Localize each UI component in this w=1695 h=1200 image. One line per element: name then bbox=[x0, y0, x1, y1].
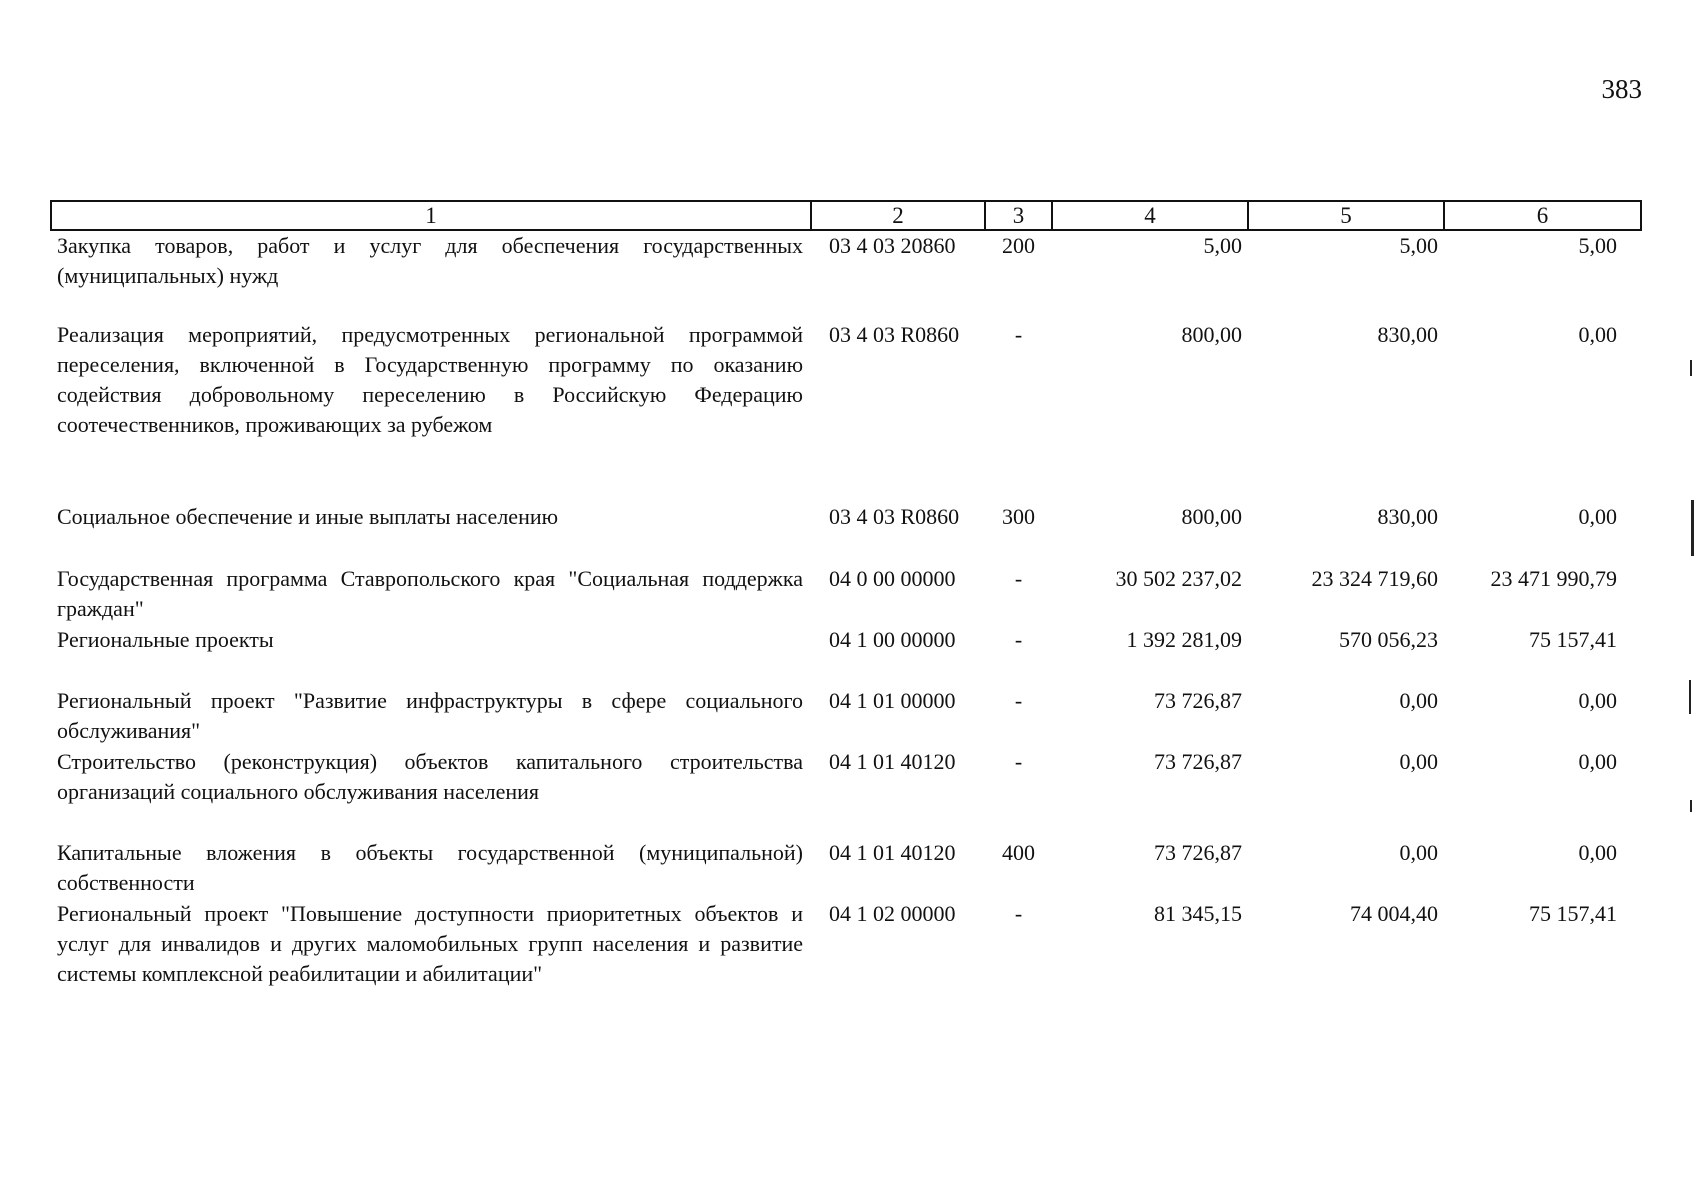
row-value-6: 0,00 bbox=[1578, 840, 1617, 865]
scan-mark bbox=[1690, 360, 1692, 376]
row-kvr: - bbox=[1014, 688, 1023, 713]
row-value-6: 75 157,41 bbox=[1529, 627, 1617, 652]
table-row bbox=[51, 502, 1641, 564]
row-value-5: 74 004,40 bbox=[1350, 901, 1438, 926]
row-value-4: 73 726,87 bbox=[1154, 840, 1242, 865]
page-number: 383 bbox=[1601, 74, 1642, 104]
scan-mark bbox=[1691, 500, 1694, 556]
row-name: Строительство (реконструкция) объектов капитального строительства организаций социального обслуживания населения bbox=[57, 749, 803, 804]
row-value-4: 800,00 bbox=[1181, 322, 1242, 347]
table-row bbox=[51, 747, 1641, 838]
row-value-5: 0,00 bbox=[1399, 840, 1438, 865]
row-value-5: 0,00 bbox=[1399, 688, 1438, 713]
scan-mark bbox=[1690, 800, 1692, 812]
header-col-5: 5 bbox=[1248, 201, 1444, 230]
row-value-4: 73 726,87 bbox=[1154, 749, 1242, 774]
row-kvr: 400 bbox=[1002, 840, 1035, 865]
row-code: 04 0 00 00000 bbox=[829, 566, 956, 591]
row-code: 04 1 02 00000 bbox=[829, 901, 956, 926]
header-col-1: 1 bbox=[51, 201, 811, 230]
row-value-6: 5,00 bbox=[1578, 233, 1617, 258]
row-code: 04 1 01 40120 bbox=[829, 749, 956, 774]
table-row bbox=[51, 838, 1641, 899]
table-row bbox=[51, 686, 1641, 747]
row-kvr: 200 bbox=[1002, 233, 1035, 258]
row-kvr: - bbox=[1014, 749, 1023, 774]
budget-table bbox=[50, 200, 1642, 1021]
table-row bbox=[51, 899, 1641, 1021]
row-code: 04 1 01 00000 bbox=[829, 688, 956, 713]
row-value-6: 0,00 bbox=[1578, 688, 1617, 713]
table-header-row bbox=[51, 201, 1641, 230]
table-row bbox=[51, 564, 1641, 625]
row-code: 03 4 03 20860 bbox=[829, 233, 956, 258]
row-value-6: 0,00 bbox=[1578, 504, 1617, 529]
row-value-5: 23 324 719,60 bbox=[1311, 566, 1438, 591]
row-code: 04 1 01 40120 bbox=[829, 840, 956, 865]
header-col-4: 4 bbox=[1052, 201, 1248, 230]
row-kvr: - bbox=[1014, 322, 1023, 347]
row-value-5: 830,00 bbox=[1377, 322, 1438, 347]
row-code: 03 4 03 R0860 bbox=[829, 504, 960, 529]
row-value-5: 0,00 bbox=[1399, 749, 1438, 774]
row-kvr: 300 bbox=[1002, 504, 1035, 529]
row-value-4: 30 502 237,02 bbox=[1115, 566, 1242, 591]
row-name: Региональный проект "Повышение доступности приоритетных объектов и услуг для инвалидов и других маломобильных групп населения и развитие системы комплексной реабилитации и абилитации" bbox=[57, 901, 803, 986]
row-name: Капитальные вложения в объекты государственной (муниципальной) собственности bbox=[57, 840, 803, 895]
table-row bbox=[51, 625, 1641, 686]
table-row bbox=[51, 230, 1641, 320]
row-name: Региональный проект "Развитие инфраструктуры в сфере социального обслуживания" bbox=[57, 688, 803, 743]
header-col-3: 3 bbox=[985, 201, 1052, 230]
row-value-6: 23 471 990,79 bbox=[1490, 566, 1617, 591]
row-kvr: - bbox=[1014, 627, 1023, 652]
row-value-6: 0,00 bbox=[1578, 322, 1617, 347]
table-row bbox=[51, 320, 1641, 502]
budget-table-container bbox=[50, 200, 1640, 1021]
row-value-5: 570 056,23 bbox=[1339, 627, 1438, 652]
row-value-4: 800,00 bbox=[1181, 504, 1242, 529]
row-code: 03 4 03 R0860 bbox=[829, 322, 960, 347]
row-code: 04 1 00 00000 bbox=[829, 627, 956, 652]
scan-mark bbox=[1689, 680, 1691, 714]
row-name: Социальное обеспечение и иные выплаты населению bbox=[57, 504, 559, 529]
row-value-4: 73 726,87 bbox=[1154, 688, 1242, 713]
row-value-5: 830,00 bbox=[1377, 504, 1438, 529]
row-value-4: 5,00 bbox=[1203, 233, 1242, 258]
row-value-6: 0,00 bbox=[1578, 749, 1617, 774]
row-value-6: 75 157,41 bbox=[1529, 901, 1617, 926]
row-name: Реализация мероприятий, предусмотренных региональной программой переселения, включенной в Государственную программу по оказанию содействия добровольному переселению в Российскую Федерацию соотечественников, проживающих за рубежом bbox=[57, 322, 803, 437]
row-name: Закупка товаров, работ и услуг для обеспечения государственных (муниципальных) нужд bbox=[57, 233, 803, 288]
row-kvr: - bbox=[1014, 901, 1023, 926]
row-name: Региональные проекты bbox=[57, 627, 274, 652]
row-value-4: 1 392 281,09 bbox=[1126, 627, 1242, 652]
row-value-5: 5,00 bbox=[1399, 233, 1438, 258]
header-col-6: 6 bbox=[1444, 201, 1641, 230]
header-col-2: 2 bbox=[811, 201, 985, 230]
row-value-4: 81 345,15 bbox=[1154, 901, 1242, 926]
row-name: Государственная программа Ставропольского края "Социальная поддержка граждан" bbox=[57, 566, 803, 621]
row-kvr: - bbox=[1014, 566, 1023, 591]
